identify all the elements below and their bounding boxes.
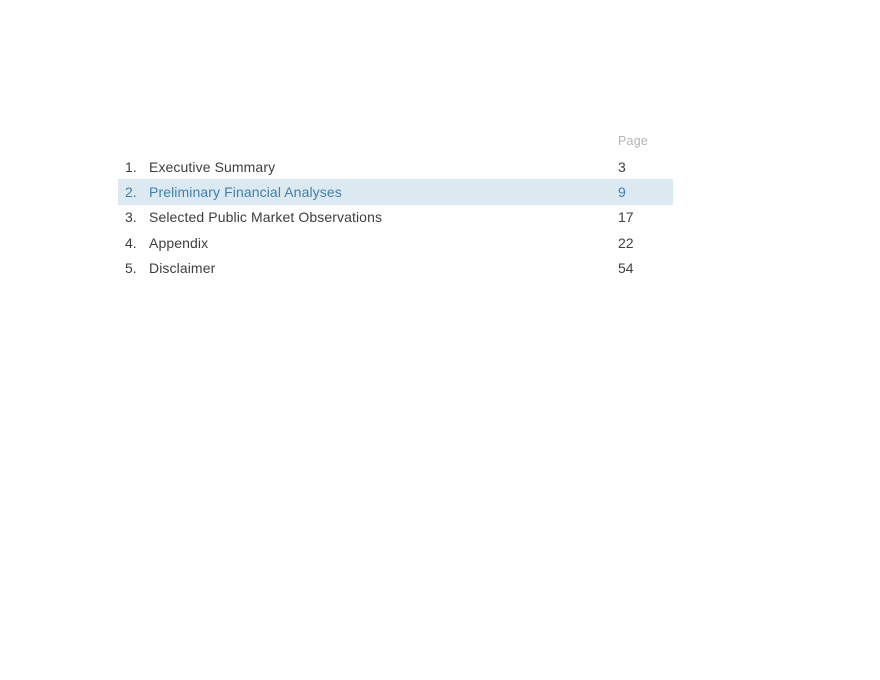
page-column-header: Page: [618, 134, 648, 148]
toc-item-title: Preliminary Financial Analyses: [149, 184, 342, 201]
toc-row-preliminary-financial-analyses[interactable]: [118, 179, 673, 204]
toc-item-title: Executive Summary: [149, 158, 276, 175]
toc-row-selected-public-market-observations[interactable]: [118, 205, 673, 230]
toc-item-number: 3.: [125, 209, 137, 226]
toc-header-row: [118, 128, 673, 154]
toc-item-page: 17: [618, 209, 634, 226]
toc-item-page: 3: [618, 158, 626, 175]
toc-item-page: 9: [618, 184, 626, 201]
toc-item-page: 54: [618, 260, 634, 277]
toc-item-page: 22: [618, 234, 634, 251]
toc-item-title: Selected Public Market Observations: [149, 209, 383, 226]
toc-row-appendix[interactable]: [118, 230, 673, 255]
toc-item-number: 2.: [125, 184, 137, 201]
table-of-contents: [118, 128, 673, 281]
toc-item-number: 5.: [125, 260, 137, 277]
toc-item-number: 4.: [125, 234, 137, 251]
toc-item-title: Disclaimer: [149, 260, 216, 277]
toc-item-number: 1.: [125, 158, 137, 175]
toc-row-executive-summary[interactable]: [118, 154, 673, 179]
toc-item-title: Appendix: [149, 234, 209, 251]
toc-row-disclaimer[interactable]: [118, 256, 673, 281]
